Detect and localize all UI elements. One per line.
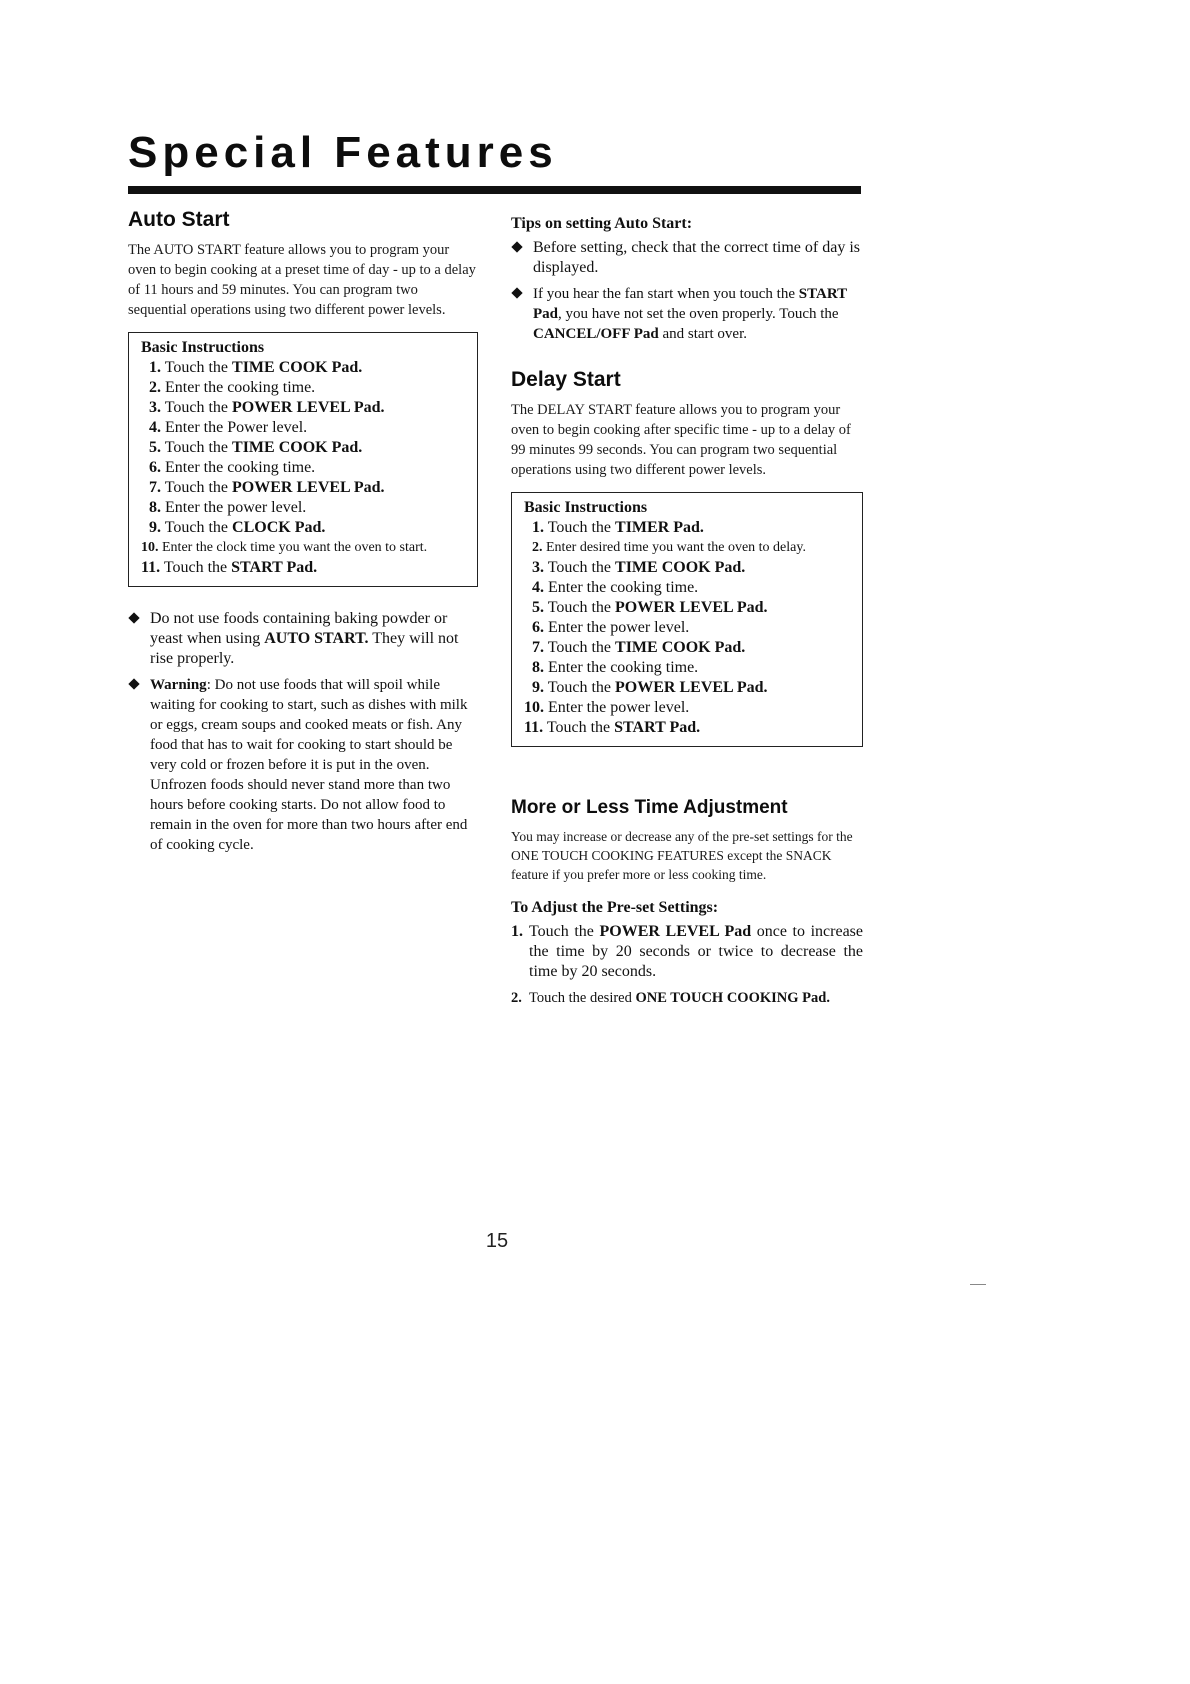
tip-text: Before setting, check that the correct time of day is displayed.: [533, 239, 860, 276]
tip-bold: START Pad: [533, 286, 847, 322]
step-number: 6.: [532, 619, 544, 636]
step-pad: TIME COOK Pad.: [232, 439, 363, 456]
step-text: Touch the: [164, 519, 233, 536]
step-number: 2.: [149, 379, 161, 396]
step-number: 4.: [149, 419, 161, 436]
step-number: 3.: [149, 399, 161, 416]
delay-step-7: [524, 638, 854, 658]
auto-start-section: [128, 208, 478, 861]
step-number: 1.: [532, 519, 544, 536]
title-rule: [128, 186, 861, 194]
delay-start-heading: Delay Start: [511, 368, 621, 391]
step-text: Touch the: [164, 399, 233, 416]
auto-step-5: [141, 438, 469, 458]
step-text: Touch the: [164, 479, 233, 496]
auto-step-4: [141, 418, 469, 438]
step-text: Touch the: [164, 439, 233, 456]
step-number: 7.: [149, 479, 161, 496]
step-number: 1.: [511, 923, 523, 940]
step-text: Enter the Power level.: [165, 419, 308, 436]
step-text: Enter desired time you want the oven to delay.: [546, 540, 806, 555]
auto-step-6: [141, 458, 469, 478]
step-pad: POWER LEVEL Pad.: [615, 679, 768, 696]
auto-step-9: [141, 518, 469, 538]
step-number: 10.: [141, 540, 159, 555]
delay-start-box-title: Basic Instructions: [524, 499, 648, 516]
delay-start-intro: The DELAY START feature allows you to program your oven to begin cooking after specific time - up to a delay of 99 minutes 99 seconds. You can program two sequential operations using two different power levels.: [511, 402, 851, 478]
step-text: Touch the: [546, 719, 615, 736]
adjust-step-2: [511, 988, 863, 1008]
step-text: Touch the: [547, 519, 616, 536]
step-text: Touch the: [547, 599, 616, 616]
delay-step-3: [524, 558, 854, 578]
warning-text: : Do not use foods that will spoil while waiting for cooking to start, such as dishes with milk or eggs, cream soups and cooked meats or fish. Any food that has to wait for cooking to start should be very cold or frozen before it is put in the oven. Unfrozen foods should never stand more than two hours before cooking starts. Do not allow food to remain in the oven for more than two hours after end of cooking cycle.: [150, 677, 468, 853]
delay-step-2: [524, 538, 854, 558]
edge-mark: [970, 1284, 986, 1285]
step-number: 11.: [524, 719, 544, 736]
step-text: Enter the cooking time.: [548, 579, 699, 596]
note-bold: AUTO START.: [264, 630, 369, 647]
diamond-bullet-icon: [128, 678, 139, 689]
page-number: 15: [485, 1230, 509, 1252]
warning-label: Warning: [150, 677, 207, 693]
step-text: Enter the power level.: [548, 699, 690, 716]
step-number: 2.: [532, 540, 543, 555]
step-pad: CLOCK Pad.: [232, 519, 326, 536]
note-warning: [128, 675, 478, 855]
step-pad: START Pad.: [231, 559, 318, 576]
step-pad: TIME COOK Pad.: [615, 559, 746, 576]
step-pad: START Pad.: [614, 719, 701, 736]
step-number: 2.: [511, 990, 522, 1006]
tip-text: and start over.: [658, 326, 748, 342]
step-text: Touch the: [164, 359, 233, 376]
step-number: 7.: [532, 639, 544, 656]
step-text: Enter the cooking time.: [165, 459, 316, 476]
step-text: Touch the: [547, 639, 616, 656]
step-pad: POWER LEVEL Pad: [599, 923, 752, 940]
auto-step-3: [141, 398, 469, 418]
auto-step-7: [141, 478, 469, 498]
delay-step-4: [524, 578, 854, 598]
step-text: Enter the cooking time.: [165, 379, 316, 396]
auto-start-instructions-box: [128, 332, 478, 587]
delay-step-9: [524, 678, 854, 698]
tip-fan-start: [511, 284, 863, 344]
tips-title: Tips on setting Auto Start:: [511, 215, 693, 232]
tip-bold: CANCEL/OFF Pad: [533, 326, 659, 342]
delay-step-6: [524, 618, 854, 638]
step-number: 8.: [532, 659, 544, 676]
adjust-step-1: [511, 922, 863, 982]
page-title: Special Features: [128, 128, 558, 177]
right-column: [511, 214, 863, 1014]
delay-step-1: [524, 518, 854, 538]
step-text: Touch the desired: [529, 990, 636, 1006]
step-text: Touch the: [547, 679, 616, 696]
tip-check-time: [511, 238, 863, 278]
auto-step-2: [141, 378, 469, 398]
auto-start-heading: Auto Start: [128, 208, 230, 231]
auto-step-11: [141, 558, 469, 578]
delay-step-5: [524, 598, 854, 618]
step-number: 9.: [149, 519, 161, 536]
step-text: Enter the clock time you want the oven to start.: [162, 540, 428, 555]
step-text: Touch the: [547, 559, 616, 576]
delay-step-10: [524, 698, 854, 718]
note-text: They will not rise properly.: [150, 630, 459, 667]
auto-start-intro: The AUTO START feature allows you to program your oven to begin cooking at a preset time of day - up to a delay of 11 hours and 59 minutes. You can program two sequential operations using two different power levels.: [128, 242, 476, 318]
step-number: 9.: [532, 679, 544, 696]
note-baking-powder: [128, 609, 478, 669]
step-text: Touch the: [163, 559, 232, 576]
step-pad: TIME COOK Pad.: [615, 639, 746, 656]
step-number: 3.: [532, 559, 544, 576]
diamond-bullet-icon: [128, 612, 139, 623]
step-number: 10.: [524, 699, 544, 716]
step-pad: POWER LEVEL Pad.: [615, 599, 768, 616]
step-number: 5.: [532, 599, 544, 616]
step-text: once to increase the time by 20 seconds or twice to decrease the time by 20 seconds.: [529, 923, 864, 980]
tip-text: If you hear the fan start when you touch the: [533, 286, 799, 302]
step-pad: POWER LEVEL Pad.: [232, 479, 385, 496]
step-text: Touch the: [529, 923, 600, 940]
delay-step-8: [524, 658, 854, 678]
diamond-bullet-icon: [511, 287, 522, 298]
step-number: 5.: [149, 439, 161, 456]
step-pad: TIMER Pad.: [615, 519, 704, 536]
adjustment-intro: You may increase or decrease any of the pre-set settings for the ONE TOUCH COOKING FEATURES except the SNACK feature if you prefer more or less cooking time.: [511, 829, 853, 882]
adjustment-heading: More or Less Time Adjustment: [511, 797, 788, 818]
step-text: Enter the power level.: [548, 619, 690, 636]
step-number: 4.: [532, 579, 544, 596]
auto-start-box-title: Basic Instructions: [141, 339, 265, 356]
auto-step-1: [141, 358, 469, 378]
delay-step-11: [524, 718, 854, 738]
step-number: 8.: [149, 499, 161, 516]
step-pad: POWER LEVEL Pad.: [232, 399, 385, 416]
step-number: 11.: [141, 559, 161, 576]
step-pad: TIME COOK Pad.: [232, 359, 363, 376]
adjustment-subtitle: To Adjust the Pre-set Settings:: [511, 899, 719, 916]
step-text: Enter the power level.: [165, 499, 307, 516]
tip-text: , you have not set the oven properly. Touch the: [558, 306, 839, 322]
diamond-bullet-icon: [511, 241, 522, 252]
step-pad: ONE TOUCH COOKING Pad.: [635, 990, 830, 1006]
delay-start-instructions-box: [511, 492, 863, 747]
auto-step-10: [141, 538, 469, 558]
step-text: Enter the cooking time.: [548, 659, 699, 676]
step-number: 6.: [149, 459, 161, 476]
auto-start-notes: [128, 609, 478, 855]
auto-step-8: [141, 498, 469, 518]
step-number: 1.: [149, 359, 161, 376]
note-text: Do not use foods containing baking powder or yeast when using: [150, 610, 448, 647]
